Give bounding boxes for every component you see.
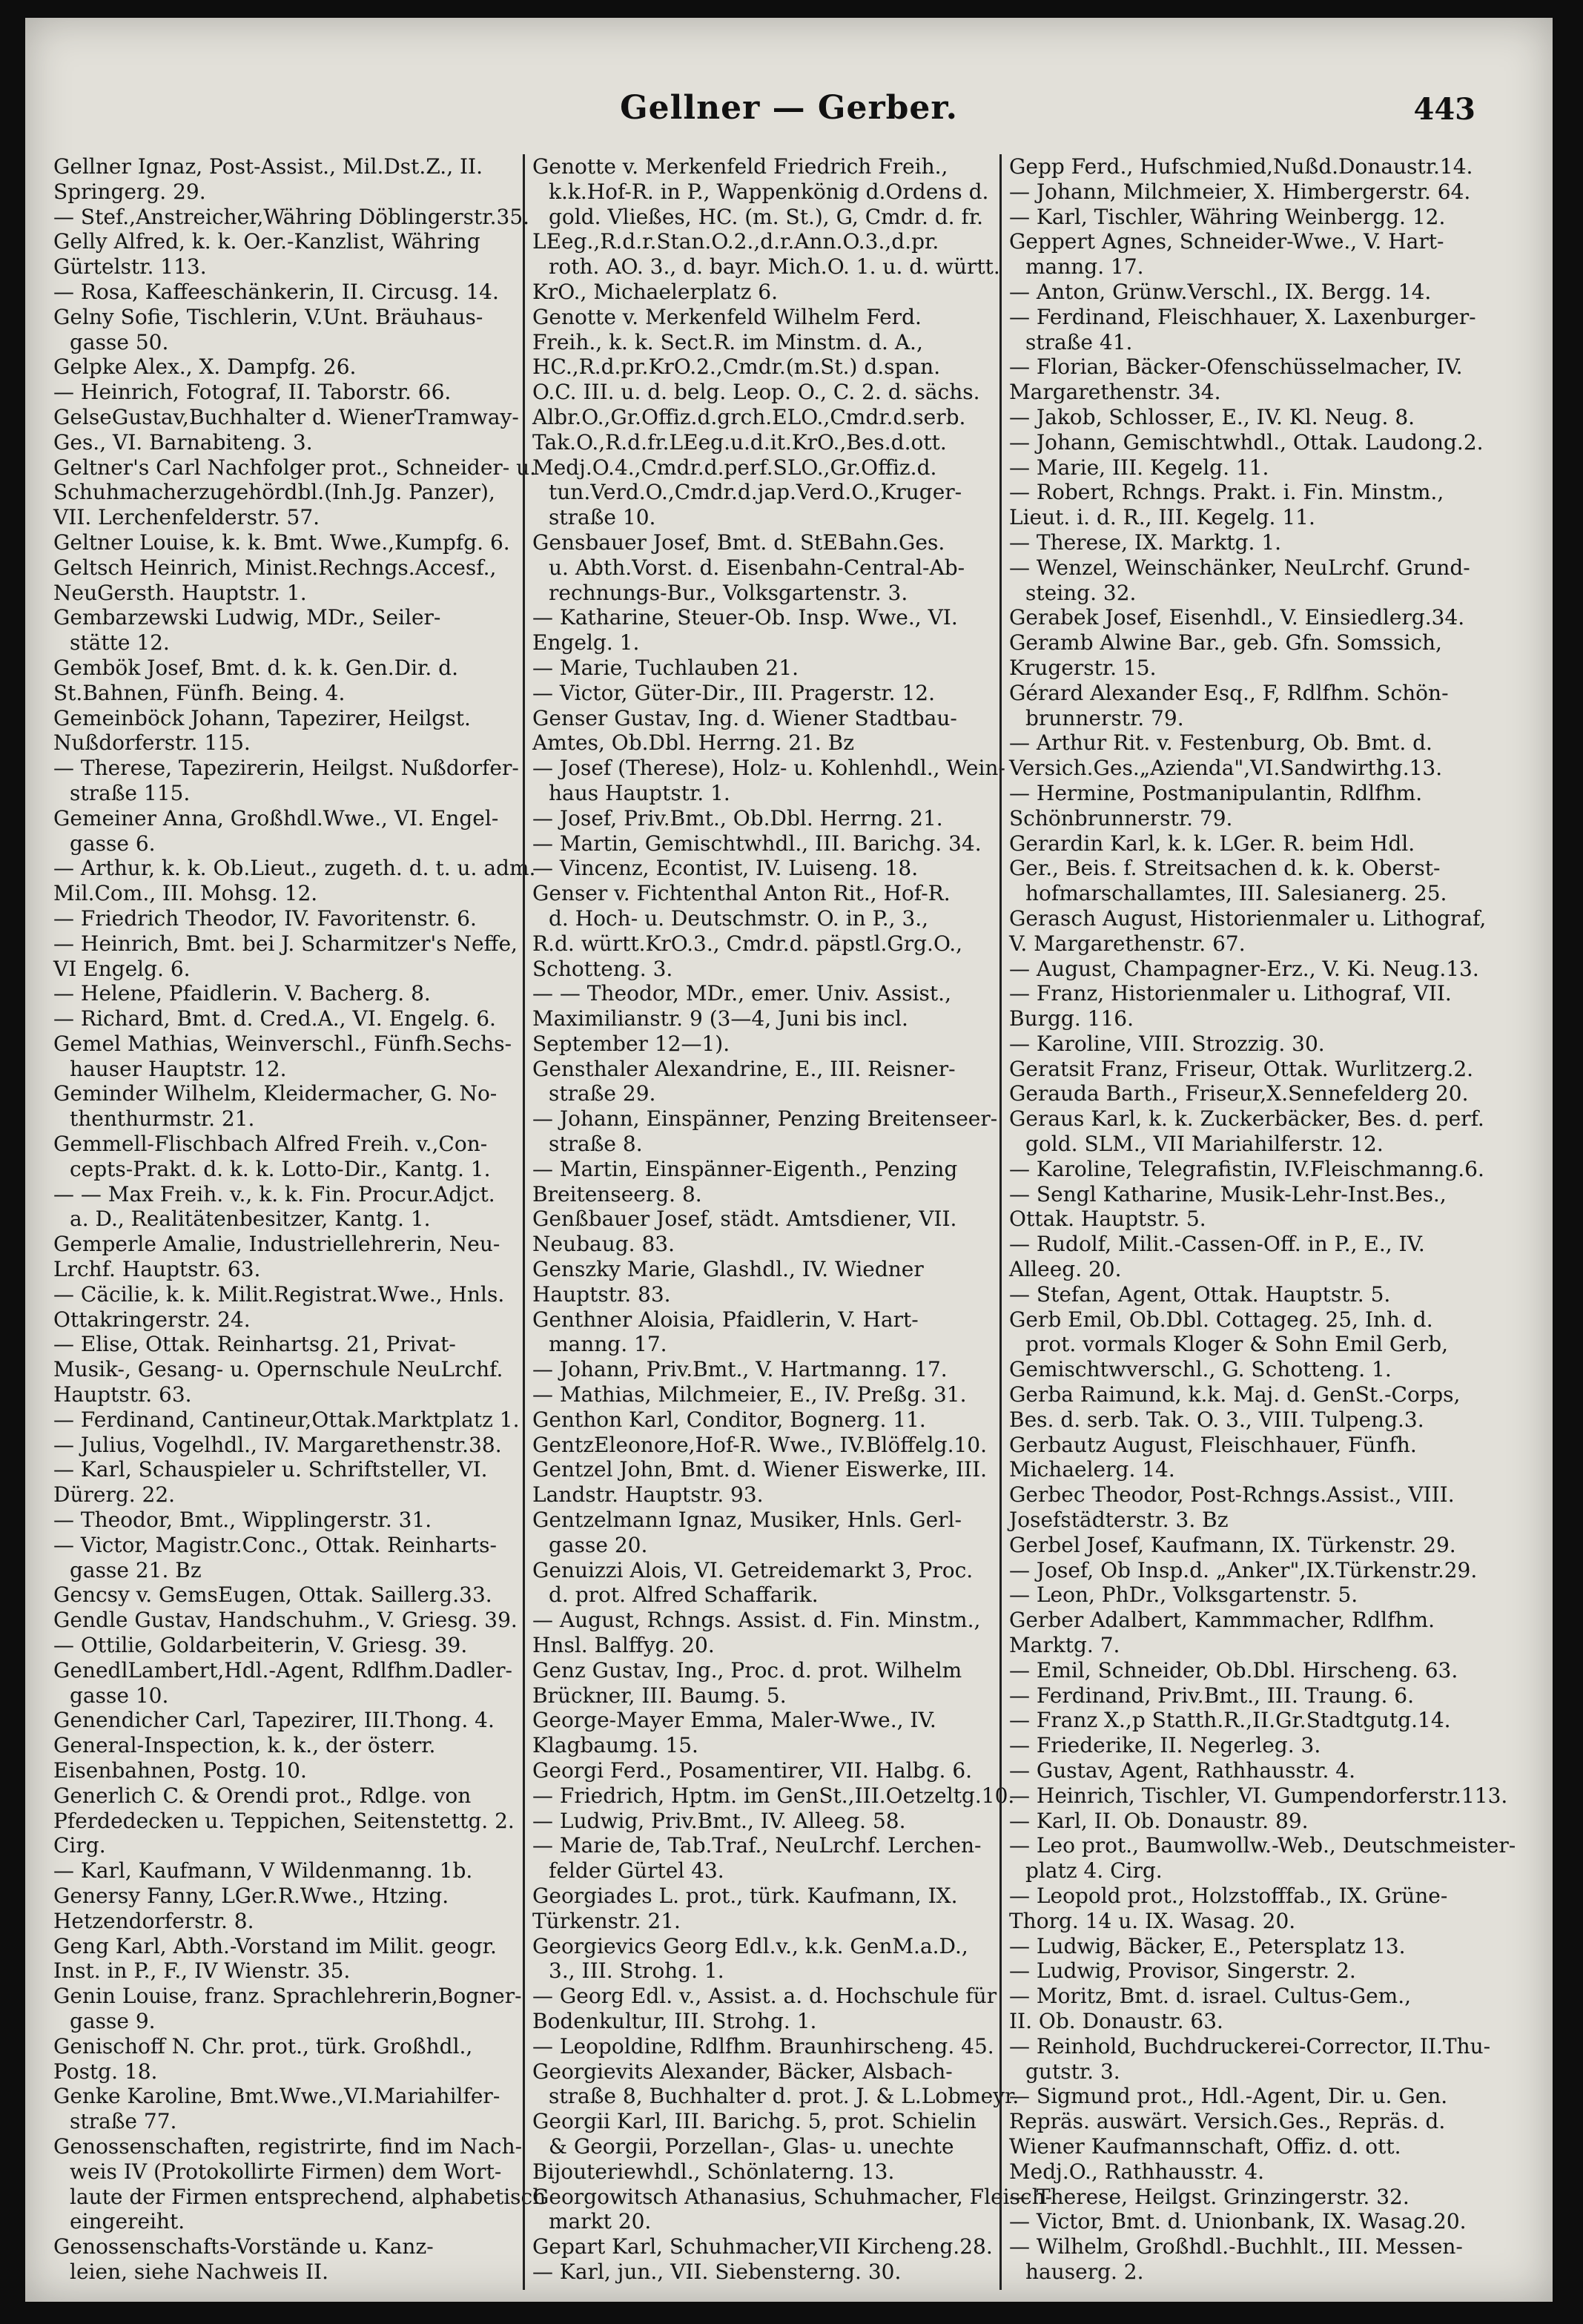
directory-entry-line: Dürerg. 22.	[53, 1482, 176, 1508]
directory-entry-line: Pferdedecken u. Teppichen, Seitenstettg. 2.	[53, 1808, 515, 1833]
directory-entry-line: — Julius, Vogelhdl., IV. Margarethenstr.38.	[53, 1432, 502, 1457]
directory-entry-line: Genke Karoline, Bmt.Wwe.,VI.Mariahilfer-	[53, 2084, 500, 2109]
directory-entry-line: straße 8.	[549, 1132, 643, 1157]
directory-entry-line: — Friedrich, Hptm. im GenSt.,III.Oetzeltg.10.	[532, 1783, 1015, 1808]
directory-entry-line: VII. Lerchenfelderstr. 57.	[53, 505, 320, 530]
directory-entry-line: Gerauda Barth., Friseur,X.Sennefelderg 20.	[1009, 1081, 1469, 1106]
directory-entry-line: Alleeg. 20.	[1009, 1257, 1122, 1282]
directory-entry-line: Breitenseerg. 8.	[532, 1181, 702, 1206]
directory-entry-line: Genotte v. Merkenfeld Friedrich Freih.,	[532, 154, 948, 179]
directory-entry-line: Cirg.	[53, 1833, 106, 1858]
directory-entry-line: straße 8, Buchhalter d. prot. J. & L.Lobmeyr.	[549, 2084, 1019, 2109]
directory-entry-line: straße 29.	[549, 1081, 656, 1106]
directory-entry-line: — Victor, Güter-Dir., III. Pragerstr. 12.	[532, 680, 936, 705]
directory-entry-line: — Wilhelm, Großhdl.-Buchhlt., III. Messen-	[1009, 2234, 1463, 2259]
directory-entry-line: — Josef (Therese), Holz- u. Kohlenhdl., Wein-	[532, 756, 1005, 781]
directory-entry-line: — Friederike, II. Negerleg. 3.	[1009, 1733, 1321, 1758]
directory-entry-line: — Anton, Grünw.Verschl., IX. Bergg. 14.	[1009, 279, 1432, 304]
directory-entry-line: GelseGustav,Buchhalter d. WienerTramway-	[53, 404, 519, 429]
directory-entry-line: Musik-, Gesang- u. Opernschule NeuLrchf.	[53, 1357, 503, 1382]
directory-entry-line: — Ferdinand, Fleischhauer, X. Laxenburger-	[1009, 304, 1476, 329]
directory-entry-line: September 12—1).	[532, 1031, 730, 1056]
directory-entry-line: gutstr. 3.	[1025, 2059, 1120, 2084]
directory-entry-line: d. Hoch- u. Deutschmstr. O. in P., 3.,	[549, 905, 929, 931]
directory-entry-line: Postg. 18.	[53, 2059, 158, 2084]
directory-entry-line: Georgowitsch Athanasius, Schuhmacher, Fleisch-	[532, 2184, 1053, 2209]
directory-entry-line: — Vincenz, Econtist, IV. Luiseng. 18.	[532, 856, 919, 881]
directory-entry-line: steing. 32.	[1025, 580, 1137, 605]
directory-entry-line: Gemischtwverschl., G. Schotteng. 1.	[1009, 1357, 1392, 1382]
directory-entry-line: — Heinrich, Bmt. bei J. Scharmitzer's Neffe,	[53, 931, 518, 956]
directory-entry-line: Repräs. auswärt. Versich.Ges., Repräs. d.	[1009, 2109, 1446, 2134]
directory-entry-line: gasse 50.	[70, 329, 169, 354]
directory-entry-line: VI Engelg. 6.	[53, 956, 191, 981]
directory-entry-line: cepts-Prakt. d. k. k. Lotto-Dir., Kantg. 1.	[70, 1156, 491, 1181]
directory-entry-line: Geminder Wilhelm, Kleidermacher, G. No-	[53, 1081, 498, 1106]
directory-entry-line: KrO., Michaelerplatz 6.	[532, 279, 779, 304]
directory-entry-line: platz 4. Cirg.	[1025, 1858, 1163, 1884]
directory-entry-line: hofmarschallamtes, III. Salesianerg. 25.	[1025, 881, 1447, 906]
directory-entry-line: — Leo prot., Baumwollw.-Web., Deutschmeister-	[1009, 1833, 1516, 1858]
directory-entry-line: — Ferdinand, Cantineur,Ottak.Marktplatz 1.	[53, 1407, 520, 1432]
directory-entry-line: Gentzel John, Bmt. d. Wiener Eiswerke, III.	[532, 1457, 988, 1482]
directory-entry-line: Georgii Karl, III. Barichg. 5, prot. Schielin	[532, 2109, 976, 2134]
directory-entry-line: Thorg. 14 u. IX. Wasag. 20.	[1009, 1908, 1296, 1933]
directory-entry-line: Albr.O.,Gr.Offiz.d.grch.ELO.,Cmdr.d.serb.	[532, 404, 966, 429]
directory-entry-line: Gemmell-Flischbach Alfred Freih. v.,Con-	[53, 1132, 488, 1157]
directory-entry-line: Gelpke Alex., X. Dampfg. 26.	[53, 354, 357, 380]
directory-entry-line: gasse 6.	[70, 831, 156, 856]
directory-entry-line: — Richard, Bmt. d. Cred.A., VI. Engelg. 6.	[53, 1006, 496, 1031]
directory-entry-line: — Arthur, k. k. Ob.Lieut., zugeth. d. t. u. adm.	[53, 856, 536, 881]
directory-entry-line: HC.,R.d.pr.KrO.2.,Cmdr.(m.St.) d.span.	[532, 354, 941, 380]
directory-entry-line: Amtes, Ob.Dbl. Herrng. 21. Bz	[532, 730, 854, 756]
directory-entry-line: straße 41.	[1025, 329, 1133, 354]
directory-entry-line: Georgi Ferd., Posamentirer, VII. Halbg. 6.	[532, 1758, 973, 1783]
directory-entry-line: — Georg Edl. v., Assist. a. d. Hochschule für	[532, 1984, 997, 2009]
directory-entry-line: Genin Louise, franz. Sprachlehrerin,Bogner-	[53, 1984, 522, 2009]
directory-entry-line: Gemeinböck Johann, Tapezirer, Heilgst.	[53, 705, 471, 730]
directory-entry-line: — Karl, Tischler, Währing Weinbergg. 12.	[1009, 204, 1446, 229]
directory-entry-line: k.k.Hof-R. in P., Wappenkönig d.Ordens d.	[549, 179, 989, 204]
directory-entry-line: — Rosa, Kaffeeschänkerin, II. Circusg. 14.	[53, 279, 499, 304]
directory-entry-line: — Ottilie, Goldarbeiterin, V. Griesg. 39.	[53, 1633, 468, 1658]
directory-entry-line: hauserg. 2.	[1025, 2259, 1144, 2284]
directory-entry-line: Ottak. Hauptstr. 5.	[1009, 1206, 1206, 1232]
directory-entry-line: Gerb Emil, Ob.Dbl. Cottageg. 25, Inh. d.	[1009, 1307, 1433, 1332]
directory-entry-line: Gérard Alexander Esq., F, Rdlfhm. Schön-	[1009, 680, 1449, 705]
directory-entry-line: Geratsit Franz, Friseur, Ottak. Wurlitzerg.2.	[1009, 1056, 1474, 1081]
directory-entry-line: — Johann, Gemischtwhdl., Ottak. Laudong.2.	[1009, 429, 1484, 455]
column-left	[46, 154, 546, 2290]
entry-columns	[46, 154, 1516, 2290]
directory-entry-line: Ger., Beis. f. Streitsachen d. k. k. Oberst-	[1009, 856, 1441, 881]
directory-entry-line: GenedlLambert,Hdl.-Agent, Rdlfhm.Dadler-	[53, 1657, 512, 1683]
directory-entry-line: George-Mayer Emma, Maler-Wwe., IV.	[532, 1708, 936, 1733]
directory-entry-line: — Jakob, Schlosser, E., IV. Kl. Neug. 8.	[1009, 404, 1415, 429]
directory-entry-line: tun.Verd.O.,Cmdr.d.jap.Verd.O.,Kruger-	[549, 480, 962, 505]
directory-entry-line: — — Max Freih. v., k. k. Fin. Procur.Adjct.	[53, 1181, 495, 1206]
directory-entry-line: — Heinrich, Fotograf, II. Taborstr. 66.	[53, 380, 452, 405]
directory-entry-line: & Georgii, Porzellan-, Glas- u. unechte	[549, 2133, 954, 2159]
running-title: Gellner — Gerber.	[620, 89, 958, 127]
column-middle	[523, 154, 1053, 2290]
directory-entry-line: Hauptstr. 83.	[532, 1281, 671, 1307]
directory-entry-line: — Florian, Bäcker-Ofenschüsselmacher, IV.	[1009, 354, 1463, 380]
directory-entry-line: Maximilianstr. 9 (3—4, Juni bis incl.	[532, 1006, 908, 1031]
directory-entry-line: — Victor, Bmt. d. Unionbank, IX. Wasag.20.	[1009, 2209, 1467, 2234]
directory-entry-line: — Johann, Milchmeier, X. Himbergerstr. 64.	[1009, 179, 1471, 204]
directory-entry-line: — Mathias, Milchmeier, E., IV. Preßg. 31.	[532, 1382, 967, 1407]
directory-entry-line: — Ludwig, Priv.Bmt., IV. Alleeg. 58.	[532, 1808, 906, 1833]
directory-entry-line: Gerbel Josef, Kaufmann, IX. Türkenstr. 29.	[1009, 1532, 1456, 1557]
directory-entry-line: Gembarzewski Ludwig, MDr., Seiler-	[53, 605, 441, 630]
directory-entry-line: — Wenzel, Weinschänker, NeuLrchf. Grund-	[1009, 555, 1470, 580]
directory-entry-line: — Sigmund prot., Hdl.-Agent, Dir. u. Gen.	[1009, 2084, 1448, 2109]
directory-entry-line: — Josef, Priv.Bmt., Ob.Dbl. Herrng. 21.	[532, 805, 943, 831]
directory-entry-line: Geltner's Carl Nachfolger prot., Schneider- u.	[53, 455, 537, 480]
directory-entry-line: — Karl, Schauspieler u. Schriftsteller, VI.	[53, 1457, 488, 1482]
directory-entry-line: — Stefan, Agent, Ottak. Hauptstr. 5.	[1009, 1281, 1391, 1307]
directory-entry-line: rechnungs-Bur., Volksgartenstr. 3.	[549, 580, 908, 605]
directory-entry-line: — Stef.,Anstreicher,Währing Döblingerstr.35.	[53, 204, 530, 229]
directory-entry-line: General-Inspection, k. k., der österr.	[53, 1733, 436, 1758]
directory-entry-line: Genszky Marie, Glashdl., IV. Wiedner	[532, 1257, 924, 1282]
directory-entry-line: Krugerstr. 15.	[1009, 655, 1157, 680]
directory-entry-line: — Marie de, Tab.Traf., NeuLrchf. Lerchen-	[532, 1833, 982, 1858]
directory-entry-line: Gentzelmann Ignaz, Musiker, Hnls. Gerl-	[532, 1508, 962, 1533]
directory-entry-line: — Gustav, Agent, Rathhausstr. 4.	[1009, 1758, 1355, 1783]
directory-entry-line: — Karl, Kaufmann, V Wildenmanng. 1b.	[53, 1858, 473, 1884]
directory-entry-line: Gerardin Karl, k. k. LGer. R. beim Hdl.	[1009, 831, 1415, 856]
directory-entry-line: Klagbaumg. 15.	[532, 1733, 698, 1758]
directory-entry-line: — — Theodor, MDr., emer. Univ. Assist.,	[532, 981, 951, 1006]
directory-entry-line: Gerabek Josef, Eisenhdl., V. Einsiedlerg.34.	[1009, 605, 1465, 630]
directory-entry-line: Gepp Ferd., Hufschmied,Nußd.Donaustr.14.	[1009, 154, 1473, 179]
directory-entry-line: Gerber Adalbert, Kammmacher, Rdlfhm.	[1009, 1608, 1435, 1633]
directory-entry-line: Genossenschaften, registrirte, find im Nach-	[53, 2133, 523, 2159]
directory-entry-line: V. Margarethenstr. 67.	[1009, 931, 1246, 956]
directory-entry-line: hauser Hauptstr. 12.	[70, 1056, 287, 1081]
directory-entry-line: Marktg. 7.	[1009, 1633, 1120, 1658]
directory-entry-line: Gemperle Amalie, Industriellehrerin, Neu-	[53, 1232, 500, 1257]
directory-entry-line: Genßbauer Josef, städt. Amtsdiener, VII.	[532, 1206, 957, 1232]
directory-entry-line: Gensbauer Josef, Bmt. d. StEBahn.Ges.	[532, 529, 945, 555]
directory-entry-line: felder Gürtel 43.	[549, 1858, 724, 1884]
directory-entry-line: Genser v. Fichtenthal Anton Rit., Hof-R.	[532, 881, 951, 906]
directory-entry-line: — Sengl Katharine, Musik-Lehr-Inst.Bes.,	[1009, 1181, 1447, 1206]
directory-entry-line: Genthner Aloisia, Pfaidlerin, V. Hart-	[532, 1307, 919, 1332]
directory-entry-line: Genuizzi Alois, VI. Getreidemarkt 3, Proc.	[532, 1557, 974, 1582]
directory-entry-line: Geppert Agnes, Schneider-Wwe., V. Hart-	[1009, 229, 1444, 254]
directory-entry-line: Margarethenstr. 34.	[1009, 380, 1221, 405]
directory-entry-line: Geraus Karl, k. k. Zuckerbäcker, Bes. d. perf.	[1009, 1106, 1484, 1132]
directory-entry-line: straße 115.	[70, 780, 191, 805]
directory-entry-line: Geramb Alwine Bar., geb. Gfn. Somssich,	[1009, 630, 1442, 656]
directory-entry-line: Gendle Gustav, Handschuhm., V. Griesg. 39.	[53, 1608, 518, 1633]
directory-entry-line: Genendicher Carl, Tapezirer, III.Thong. 4.	[53, 1708, 495, 1733]
directory-entry-line: Versich.Ges.„Azienda",VI.Sandwirthg.13.	[1009, 756, 1443, 781]
directory-entry-line: — Leon, PhDr., Volksgartenstr. 5.	[1009, 1582, 1358, 1608]
directory-entry-line: Gerba Raimund, k.k. Maj. d. GenSt.-Corps,	[1009, 1382, 1461, 1407]
directory-entry-line: — Leopoldine, Rdlfhm. Braunhirscheng. 45.	[532, 2033, 994, 2059]
directory-entry-line: Ottakringerstr. 24.	[53, 1307, 251, 1332]
directory-entry-line: Georgievics Georg Edl.v., k.k. GenM.a.D.,	[532, 1933, 968, 1958]
directory-entry-line: — Josef, Ob Insp.d. „Anker",IX.Türkenstr.29.	[1009, 1557, 1478, 1582]
directory-entry-line: — Therese, Heilgst. Grinzingerstr. 32.	[1009, 2184, 1410, 2209]
directory-entry-line: laute der Firmen entsprechend, alphabetisch	[70, 2184, 546, 2209]
directory-entry-line: Medj.O.4.,Cmdr.d.perf.SLO.,Gr.Offiz.d.	[532, 455, 937, 480]
directory-entry-line: manng. 17.	[549, 1332, 667, 1357]
directory-entry-line: — Therese, Tapezirerin, Heilgst. Nußdorfer-	[53, 756, 519, 781]
directory-entry-line: — Arthur Rit. v. Festenburg, Ob. Bmt. d.	[1009, 730, 1432, 756]
directory-entry-line: R.d. württ.KrO.3., Cmdr.d. päpstl.Grg.O.,	[532, 931, 963, 956]
directory-entry-line: Ges., VI. Barnabiteng. 3.	[53, 429, 313, 455]
directory-entry-line: Geng Karl, Abth.-Vorstand im Milit. geogr.	[53, 1933, 497, 1958]
directory-entry-line: — Karl, jun., VII. Siebensterng. 30.	[532, 2259, 902, 2284]
directory-entry-line: Gemel Mathias, Weinverschl., Fünfh.Sechs-	[53, 1031, 512, 1056]
directory-entry-line: Mil.Com., III. Mohsg. 12.	[53, 881, 318, 906]
directory-entry-line: Michaelerg. 14.	[1009, 1457, 1175, 1482]
directory-entry-line: Generlich C. & Orendi prot., Rdlge. von	[53, 1783, 472, 1808]
directory-entry-line: Gepart Karl, Schuhmacher,VII Kircheng.28.	[532, 2234, 993, 2259]
directory-entry-line: gold. Vließes, HC. (m. St.), G, Cmdr. d. fr.	[549, 204, 984, 229]
directory-entry-line: a. D., Realitätenbesitzer, Kantg. 1.	[70, 1206, 431, 1232]
directory-entry-line: — Helene, Pfaidlerin. V. Bacherg. 8.	[53, 981, 431, 1006]
directory-entry-line: Gürtelstr. 113.	[53, 254, 207, 280]
directory-entry-line: O.C. III. u. d. belg. Leop. O., C. 2. d. sächs.	[532, 380, 980, 405]
directory-entry-line: Gelly Alfred, k. k. Oer.-Kanzlist, Währing	[53, 229, 480, 254]
directory-entry-line: markt 20.	[549, 2209, 652, 2234]
directory-entry-line: — Theodor, Bmt., Wipplingerstr. 31.	[53, 1508, 432, 1533]
directory-entry-line: Gerbec Theodor, Post-Rchngs.Assist., VIII.	[1009, 1482, 1455, 1508]
directory-entry-line: — Emil, Schneider, Ob.Dbl. Hirscheng. 63.	[1009, 1657, 1458, 1683]
directory-entry-line: Gellner Ignaz, Post-Assist., Mil.Dst.Z., II.	[53, 154, 483, 179]
directory-entry-line: II. Ob. Donaustr. 63.	[1009, 2008, 1223, 2033]
directory-entry-line: Genthon Karl, Conditor, Bognerg. 11.	[532, 1407, 926, 1432]
directory-entry-line: Engelg. 1.	[532, 630, 640, 656]
page-header	[25, 89, 1553, 148]
directory-entry-line: — Katharine, Steuer-Ob. Insp. Wwe., VI.	[532, 605, 958, 630]
directory-entry-line: gasse 10.	[70, 1683, 169, 1708]
directory-entry-line: Medj.O., Rathhausstr. 4.	[1009, 2159, 1265, 2184]
directory-entry-line: Genossenschafts-Vorstände u. Kanz-	[53, 2234, 434, 2259]
column-right	[999, 154, 1516, 2290]
directory-entry-line: u. Abth.Vorst. d. Eisenbahn-Central-Ab-	[549, 555, 965, 580]
directory-entry-line: — Ludwig, Bäcker, E., Petersplatz 13.	[1009, 1933, 1406, 1958]
directory-entry-line: Georgiades L. prot., türk. Kaufmann, IX.	[532, 1883, 958, 1908]
directory-entry-line: St.Bahnen, Fünfh. Being. 4.	[53, 680, 346, 705]
directory-entry-line: Genotte v. Merkenfeld Wilhelm Ferd.	[532, 304, 922, 329]
directory-entry-line: — Franz X.,p Statth.R.,II.Gr.Stadtgutg.14.	[1009, 1708, 1451, 1733]
directory-entry-line: Hetzendorferstr. 8.	[53, 1908, 254, 1933]
directory-entry-line: — Heinrich, Tischler, VI. Gumpendorferstr.113.	[1009, 1783, 1508, 1808]
directory-entry-line: Bes. d. serb. Tak. O. 3., VIII. Tulpeng.3.	[1009, 1407, 1424, 1432]
directory-entry-line: — Reinhold, Buchdruckerei-Corrector, II.Thu-	[1009, 2033, 1491, 2059]
directory-entry-line: prot. vormals Kloger & Sohn Emil Gerb,	[1025, 1332, 1449, 1357]
directory-entry-line: Geltsch Heinrich, Minist.Rechngs.Accesf.,	[53, 555, 497, 580]
directory-entry-line: gasse 20.	[549, 1532, 648, 1557]
directory-entry-line: Schotteng. 3.	[532, 956, 673, 981]
directory-entry-line: Schönbrunnerstr. 79.	[1009, 805, 1233, 831]
directory-entry-line: Wiener Kaufmannschaft, Offiz. d. ott.	[1009, 2133, 1401, 2159]
directory-entry-line: Bodenkultur, III. Strohg. 1.	[532, 2008, 817, 2033]
directory-entry-line: — Marie, III. Kegelg. 11.	[1009, 455, 1269, 480]
directory-entry-line: Gerbautz August, Fleischhauer, Fünfh.	[1009, 1432, 1417, 1457]
directory-entry-line: Hauptstr. 63.	[53, 1382, 192, 1407]
directory-entry-line: Türkenstr. 21.	[532, 1908, 681, 1933]
directory-entry-line: Gensthaler Alexandrine, E., III. Reisner-	[532, 1056, 956, 1081]
directory-entry-line: gasse 9.	[70, 2008, 156, 2033]
directory-entry-line: — Hermine, Postmanipulantin, Rdlfhm.	[1009, 780, 1423, 805]
directory-page	[25, 18, 1553, 2302]
directory-entry-line: Eisenbahnen, Postg. 10.	[53, 1758, 307, 1783]
directory-entry-line: brunnerstr. 79.	[1025, 705, 1184, 730]
directory-entry-line: — Elise, Ottak. Reinhartsg. 21, Privat-	[53, 1332, 456, 1357]
page-number: 443	[1413, 92, 1475, 127]
directory-entry-line: Gelny Sofie, Tischlerin, V.Unt. Bräuhaus-	[53, 304, 483, 329]
directory-entry-line: Tak.O.,R.d.fr.LEeg.u.d.it.KrO.,Bes.d.ott.	[532, 429, 947, 455]
directory-entry-line: Gencsy v. GemsEugen, Ottak. Saillerg.33.	[53, 1582, 492, 1608]
directory-entry-line: Geltner Louise, k. k. Bmt. Wwe.,Kumpfg. 6.	[53, 529, 510, 555]
directory-entry-line: d. prot. Alfred Schaffarik.	[549, 1582, 819, 1608]
directory-entry-line: — Karoline, VIII. Strozzig. 30.	[1009, 1031, 1325, 1056]
directory-entry-line: haus Hauptstr. 1.	[549, 780, 730, 805]
directory-entry-line: Bijouteriewhdl., Schönlaterng. 13.	[532, 2159, 895, 2184]
directory-entry-line: Nußdorferstr. 115.	[53, 730, 251, 756]
directory-entry-line: — Cäcilie, k. k. Milit.Registrat.Wwe., Hnls.	[53, 1281, 505, 1307]
directory-entry-line: — August, Rchngs. Assist. d. Fin. Minstm.,	[532, 1608, 981, 1633]
directory-entry-line: — Leopold prot., Holzstofffab., IX. Grüne-	[1009, 1883, 1448, 1908]
directory-entry-line: Freih., k. k. Sect.R. im Minstm. d. A.,	[532, 329, 923, 354]
directory-entry-line: gold. SLM., VII Mariahilferstr. 12.	[1025, 1132, 1384, 1157]
directory-entry-line: eingereiht.	[70, 2209, 185, 2234]
directory-entry-line: — Johann, Einspänner, Penzing Breitenseer-	[532, 1106, 998, 1132]
directory-entry-line: stätte 12.	[70, 630, 170, 656]
directory-entry-line: roth. AO. 3., d. bayr. Mich.O. 1. u. d. württ.	[549, 254, 1000, 280]
directory-entry-line: Schuhmacherzugehördbl.(Inh.Jg. Panzer),	[53, 480, 495, 505]
directory-entry-line: Genersy Fanny, LGer.R.Wwe., Htzing.	[53, 1883, 449, 1908]
directory-entry-line: NeuGersth. Hauptstr. 1.	[53, 580, 307, 605]
directory-entry-line: Brückner, III. Baumg. 5.	[532, 1683, 787, 1708]
directory-entry-line: Georgievits Alexander, Bäcker, Alsbach-	[532, 2059, 953, 2084]
directory-entry-line: straße 10.	[549, 505, 656, 530]
directory-entry-line: LEeg.,R.d.r.Stan.O.2.,d.r.Ann.O.3.,d.pr.	[532, 229, 939, 254]
directory-entry-line: Springerg. 29.	[53, 179, 206, 204]
directory-entry-line: thenthurmstr. 21.	[70, 1106, 255, 1132]
directory-entry-line: Gembök Josef, Bmt. d. k. k. Gen.Dir. d.	[53, 655, 458, 680]
directory-entry-line: — Martin, Gemischtwhdl., III. Barichg. 34.	[532, 831, 982, 856]
directory-entry-line: weis IV (Protokollirte Firmen) dem Wort-	[70, 2159, 502, 2184]
directory-entry-line: Gerasch August, Historienmaler u. Lithograf,	[1009, 905, 1487, 931]
directory-entry-line: — August, Champagner-Erz., V. Ki. Neug.13.	[1009, 956, 1479, 981]
directory-entry-line: Josefstädterstr. 3. Bz	[1009, 1508, 1229, 1533]
directory-entry-line: Gemeiner Anna, Großhdl.Wwe., VI. Engel-	[53, 805, 499, 831]
directory-entry-line: — Karl, II. Ob. Donaustr. 89.	[1009, 1808, 1309, 1833]
directory-entry-line: Genser Gustav, Ing. d. Wiener Stadtbau-	[532, 705, 957, 730]
directory-entry-line: manng. 17.	[1025, 254, 1144, 280]
directory-entry-line: Genz Gustav, Ing., Proc. d. prot. Wilhelm	[532, 1657, 962, 1683]
directory-entry-line: — Karoline, Telegrafistin, IV.Fleischmanng.6.	[1009, 1156, 1484, 1181]
directory-entry-line: straße 77.	[70, 2109, 177, 2134]
directory-entry-line: — Ferdinand, Priv.Bmt., III. Traung. 6.	[1009, 1683, 1415, 1708]
directory-entry-line: Inst. in P., F., IV Wienstr. 35.	[53, 1958, 351, 1984]
directory-entry-line: — Franz, Historienmaler u. Lithograf, VII.	[1009, 981, 1452, 1006]
directory-entry-line: — Ludwig, Provisor, Singerstr. 2.	[1009, 1958, 1356, 1984]
directory-entry-line: — Martin, Einspänner-Eigenth., Penzing	[532, 1156, 958, 1181]
directory-entry-line: Hnsl. Balffyg. 20.	[532, 1633, 715, 1658]
directory-entry-line: — Moritz, Bmt. d. israel. Cultus-Gem.,	[1009, 1984, 1412, 2009]
directory-entry-line: Lrchf. Hauptstr. 63.	[53, 1257, 261, 1282]
directory-entry-line: Genischoff N. Chr. prot., türk. Großhdl.,	[53, 2033, 473, 2059]
directory-entry-line: gasse 21. Bz	[70, 1557, 202, 1582]
directory-entry-line: — Robert, Rchngs. Prakt. i. Fin. Minstm.,	[1009, 480, 1444, 505]
directory-entry-line: leien, siehe Nachweis II.	[70, 2259, 328, 2284]
directory-entry-line: — Marie, Tuchlauben 21.	[532, 655, 799, 680]
directory-entry-line: 3., III. Strohg. 1.	[549, 1958, 724, 1984]
directory-entry-line: GentzEleonore,Hof-R. Wwe., IV.Blöffelg.10.	[532, 1432, 987, 1457]
directory-entry-line: Lieut. i. d. R., III. Kegelg. 11.	[1009, 505, 1315, 530]
directory-entry-line: — Victor, Magistr.Conc., Ottak. Reinharts-	[53, 1532, 498, 1557]
directory-entry-line: Landstr. Hauptstr. 93.	[532, 1482, 764, 1508]
directory-entry-line: — Friedrich Theodor, IV. Favoritenstr. 6.	[53, 905, 477, 931]
directory-entry-line: — Johann, Priv.Bmt., V. Hartmanng. 17.	[532, 1357, 948, 1382]
directory-entry-line: Neubaug. 83.	[532, 1232, 675, 1257]
directory-entry-line: — Rudolf, Milit.-Cassen-Off. in P., E., IV.	[1009, 1232, 1425, 1257]
directory-entry-line: — Therese, IX. Marktg. 1.	[1009, 529, 1282, 555]
directory-entry-line: Burgg. 116.	[1009, 1006, 1134, 1031]
